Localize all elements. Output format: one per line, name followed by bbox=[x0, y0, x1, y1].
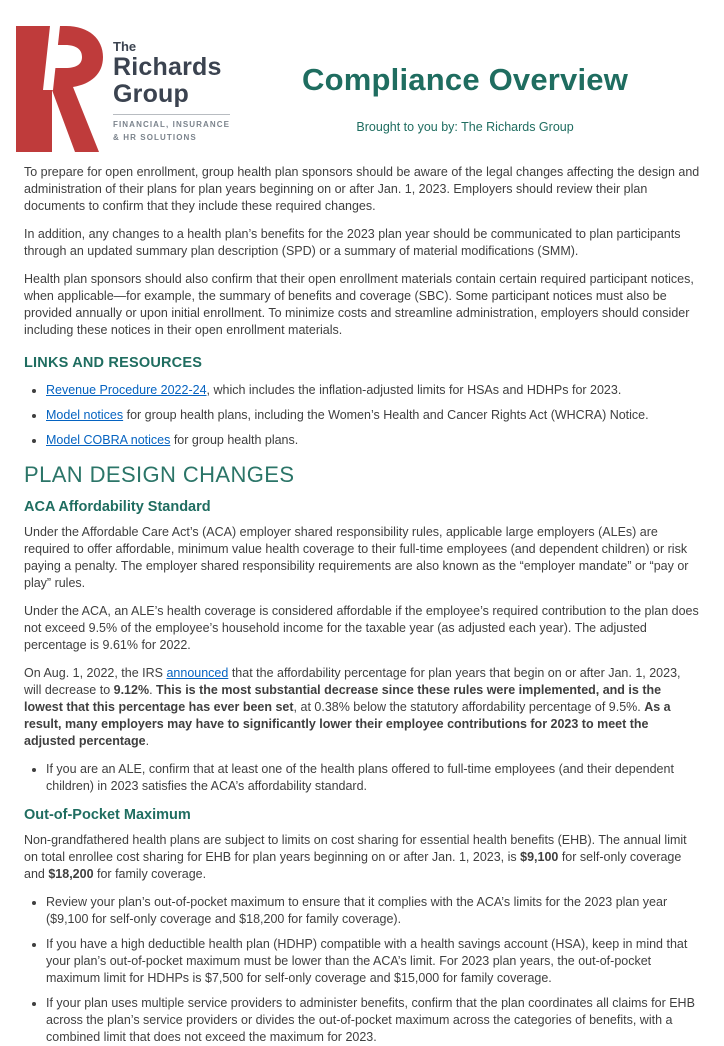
page-subtitle: Brought to you by: The Richards Group bbox=[356, 120, 574, 134]
bold-segment: This is the most substantial decrease since these rules were implemented, and is the lowest that this percentage has ever been set bbox=[24, 683, 662, 714]
text-segment: , at 0.38% below the statutory affordability percentage of 9.5%. bbox=[293, 700, 645, 714]
brand-name-line1: Richards bbox=[113, 53, 222, 82]
title-block bbox=[230, 26, 700, 134]
aca-action-list bbox=[24, 761, 700, 795]
list-item: • If your plan uses multiple service providers to administer benefits, confirm that the plan coordinates all claims for EHB across the plan’s service providers or divides the out-of-pocket maximum across the categories of benefits, with a combined limit that does not exceed the maximum for 2023. bbox=[46, 995, 700, 1046]
brand-tagline-line2: & HR SOLUTIONS bbox=[113, 133, 197, 143]
out-of-pocket-heading: Out-of-Pocket Maximum bbox=[24, 807, 191, 823]
text-segment: for family coverage. bbox=[93, 867, 207, 881]
model-cobra-notices-link[interactable]: Model COBRA notices bbox=[46, 433, 171, 447]
aca-paragraph-1: Under the Affordable Care Act’s (ACA) employer shared responsibility rules, applicable large employers (ALEs) are required to offer affordable, minimum value health coverage to their full-time employees (and dependent children) or risk paying a penalty. The employer shared responsibility requirements are also known as the “employer mandate” or “pay or play” rules. bbox=[24, 525, 689, 590]
page-title: Compliance Overview bbox=[302, 62, 629, 97]
model-notices-link[interactable]: Model notices bbox=[46, 408, 124, 422]
intro-paragraph-2: In addition, any changes to a health plan’s benefits for the 2023 plan year should be communicated to plan participants through an updated summary plan description (SPD) or a summary of material modifications (SMM). bbox=[24, 227, 681, 258]
links-and-resources-heading: LINKS AND RESOURCES bbox=[24, 355, 203, 371]
brand-tagline bbox=[113, 114, 230, 145]
list-item: • Review your plan’s out-of-pocket maximum to ensure that it complies with the ACA’s limits for the 2023 plan year ($9,100 for self-only coverage and $18,200 for family coverage). bbox=[46, 894, 700, 928]
brand-name-line2: Group bbox=[113, 79, 189, 108]
brand-tagline-line1: FINANCIAL, INSURANCE bbox=[113, 120, 231, 130]
oop-paragraph-1 bbox=[24, 832, 700, 883]
link-item-rest: for group health plans. bbox=[170, 433, 299, 447]
announced-link[interactable]: announced bbox=[166, 666, 229, 680]
links-list bbox=[24, 382, 700, 449]
logo-r-icon bbox=[16, 26, 104, 152]
list-item bbox=[46, 382, 700, 399]
brand-wordmark bbox=[113, 40, 230, 145]
text-segment: . bbox=[149, 683, 157, 697]
bold-segment: $18,200 bbox=[48, 867, 94, 881]
list-item bbox=[46, 432, 700, 449]
revenue-procedure-link[interactable]: Revenue Procedure 2022-24 bbox=[46, 383, 207, 397]
richards-group-logo bbox=[16, 26, 230, 152]
document-header bbox=[0, 0, 724, 152]
text-segment: . bbox=[145, 734, 150, 748]
bold-segment: $9,100 bbox=[520, 850, 559, 864]
oop-action-list bbox=[24, 894, 700, 1046]
intro-paragraph-3: Health plan sponsors should also confirm that their open enrollment materials contain certain required participant notices, when applicable—for example, the summary of benefits and coverage (SBC). Some participant notices must also be provided annually or upon initial enrollment. To minimize costs and streamline administration, employers should consider including these notices in their open enrollment materials. bbox=[24, 272, 694, 337]
aca-affordability-heading: ACA Affordability Standard bbox=[24, 499, 211, 515]
bold-segment: 9.12% bbox=[113, 683, 150, 697]
list-item bbox=[46, 407, 700, 424]
aca-paragraph-2: Under the ACA, an ALE’s health coverage is considered affordable if the employee’s required contribution to the plan does not exceed 9.5% of the employee’s household income for the taxable year (as adjusted each year). The adjusted percentage is 9.61% for 2022. bbox=[24, 604, 699, 652]
bold-segment: As a result, many employers may have to significantly lower their employee contributions for 2023 to meet the adjusted percentage bbox=[24, 700, 671, 748]
text-segment: for self-only coverage and bbox=[24, 850, 682, 881]
document-body bbox=[0, 152, 724, 1046]
text-segment: that the affordability percentage for plan years that begin on or after Jan. 1, 2023, will decrease to bbox=[24, 666, 681, 697]
text-segment: On Aug. 1, 2022, the IRS bbox=[24, 666, 167, 680]
list-item: • If you have a high deductible health plan (HDHP) compatible with a health savings account (HSA), keep in mind that your plan’s out-of-pocket maximum must be lower than the ACA’s limit. For 2023 plan years, the out-of-pocket maximum limit for HDHPs is $7,500 for self-only coverage and $15,000 for family coverage. bbox=[46, 936, 700, 987]
plan-design-changes-heading: PLAN DESIGN CHANGES bbox=[24, 462, 295, 487]
brand-the: The bbox=[113, 39, 137, 54]
aca-paragraph-3 bbox=[24, 665, 700, 750]
text-segment: Non-grandfathered health plans are subject to limits on cost sharing for essential health benefits (EHB). The annual limit on total enrollee cost sharing for EHB for plan years beginning on or after Jan. 1, 2023, is bbox=[24, 833, 687, 864]
link-item-rest: for group health plans, including the Women’s Health and Cancer Rights Act (WHCRA) Notice. bbox=[123, 408, 649, 422]
link-item-rest: , which includes the inflation-adjusted limits for HSAs and HDHPs for 2023. bbox=[206, 383, 622, 397]
list-item: • If you are an ALE, confirm that at least one of the health plans offered to full-time employees (and their dependent children) in 2023 satisfies the ACA’s affordability standard. bbox=[46, 761, 700, 795]
intro-paragraph-1: To prepare for open enrollment, group health plan sponsors should be aware of the legal changes affecting the design and administration of their plans for plan years beginning on or after Jan. 1, 2023. Employers should review their plan documents to confirm that they include these required changes. bbox=[24, 165, 700, 213]
